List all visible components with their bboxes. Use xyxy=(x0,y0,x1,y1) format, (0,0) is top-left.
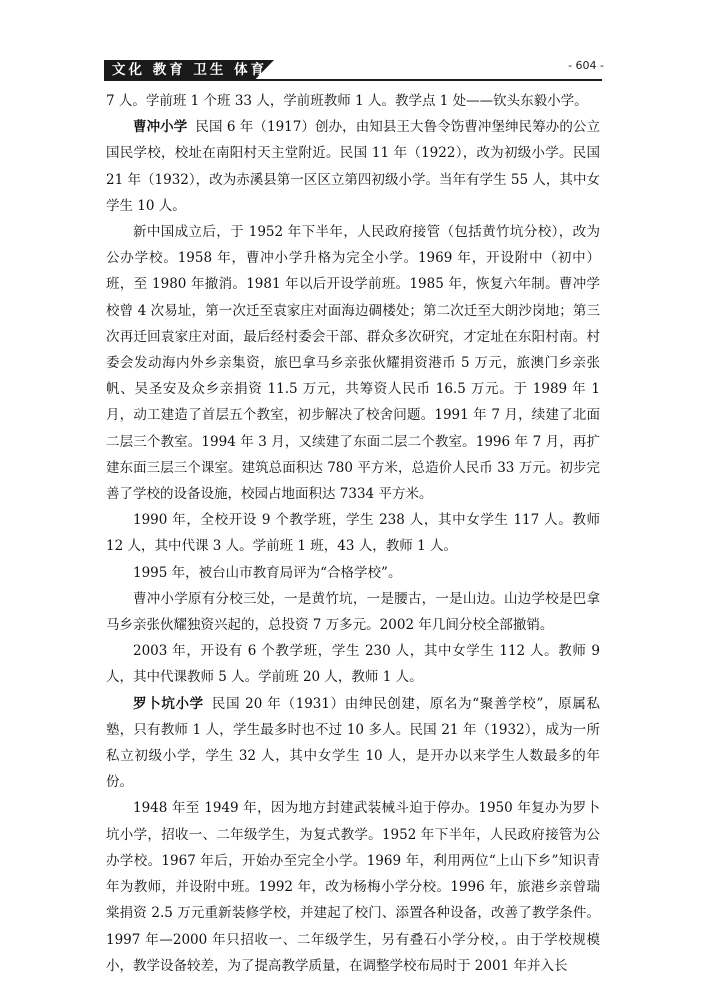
paragraph: 7 人。学前班 1 个班 33 人，学前班教师 1 人。教学点 1 处——钦头东毅小学。 xyxy=(106,93,588,109)
paragraph: 1948 年至 1949 年，因为地方封建武装械斗迫于停办。1950 年复办为罗卜坑小学，招收一、二年级学生，为复式教学。1952 年下半年，人民政府接管为公办学校。1967 年后，开始办至完全小学。1969 年，利用两位“上山下乡”知识青年为教师，并设附中班。1992 年，改为杨梅小学分校。1996 年，旅港乡亲曾瑞棠捐资 2.5 万元重新装修学校，并建起了校门、添置各种设备，改善了教学条件。1997 年—2000 年只招收一、二年级学生，另有叠石小学分校，。由于学校规模小，教学设备较差，为了提高教学质量，在调整学校布局时于 2001 年并入长 xyxy=(106,800,600,974)
paragraph: 曹冲小学原有分校三处，一是黄竹坑，一是腰古，一是山边。山边学校是巴拿马乡亲张伙耀独资兴起的，总投资 7 万多元。2002 年几间分校全部撤销。 xyxy=(106,590,600,634)
body-text xyxy=(106,88,600,979)
paragraph-text: 民国 6 年（1917）创办，由知县王大鲁令饬曹冲堡绅民筹办的公立国民学校，校址在南阳村天主堂附近。民国 11 年（1922），改为初级小学。民国 21 年（1932），改为赤溪县第一区区立第四初级小学。当年有学生 55 人，其中女学生 10 人。 xyxy=(106,119,600,214)
paragraph xyxy=(106,691,600,796)
paragraph: 2003 年，开设有 6 个教学班，学生 230 人，其中女学生 112 人。教师 9 人，其中代课教师 5 人。学前班 20 人，教师 1 人。 xyxy=(106,643,600,686)
page-number: - 604 - xyxy=(568,59,604,72)
section-title: 文化 教育 卫生 体育 xyxy=(112,62,268,78)
paragraph xyxy=(106,114,600,219)
school-name-heading: 曹冲小学 xyxy=(133,119,188,136)
paragraph: 新中国成立后，于 1952 年下半年，人民政府接管（包括黄竹坑分校），改为公办学校。1958 年，曹冲小学升格为完全小学。1969 年，开设附中（初中）班，至 1980 年撤消。1981 年以后开设学前班。1985 年，恢复六年制。曹冲学校曾 4 次易址，第一次迁至袁家庄对面海边碉楼处；第二次迁至大朗沙岗地；第三次再迁回袁家庄对面，最后经村委会干部、群众多次研究，才定址在东阳村南。村委会发动海内外乡亲集资，旅巴拿马乡亲张伙耀捐资港币 5 万元，旅澳门乡亲张帆、吴圣安及众乡亲捐资 11.5 万元，共筹资人民币 16.5 万元。于 1989 年 1 月，动工建造了首层五个教室，初步解决了校舍问题。1991 年 7 月，续建了北面二层三个教室。1994 年 3 月，又续建了东面二层二个教室。1996 年 7 月，再扩建东面三层三个课室。建筑总面积达 780 平方米，总造价人民币 33 万元。初步完善了学校的设备设施，校园占地面积达 7334 平方米。 xyxy=(106,224,600,503)
paragraph: 1990 年，全校开设 9 个教学班，学生 238 人，其中女学生 117 人。教师 12 人，其中代课 3 人。学前班 1 班，43 人，教师 1 人。 xyxy=(106,512,600,555)
header-rule xyxy=(104,79,602,81)
school-name-heading: 罗卜坑小学 xyxy=(133,695,204,712)
paragraph-text: 民国 20 年（1931）由绅民创建，原名为“聚善学校”，原属私塾，只有教师 1 人，学生最多时也不过 10 多人。民国 21 年（1932），成为一所私立初级小学，学生 32 人，其中女学生 10 人，是开办以来学生人数最多的年份。 xyxy=(106,695,601,791)
paragraph: 1995 年，被台山市教育局评为“合格学校”。 xyxy=(133,564,402,581)
